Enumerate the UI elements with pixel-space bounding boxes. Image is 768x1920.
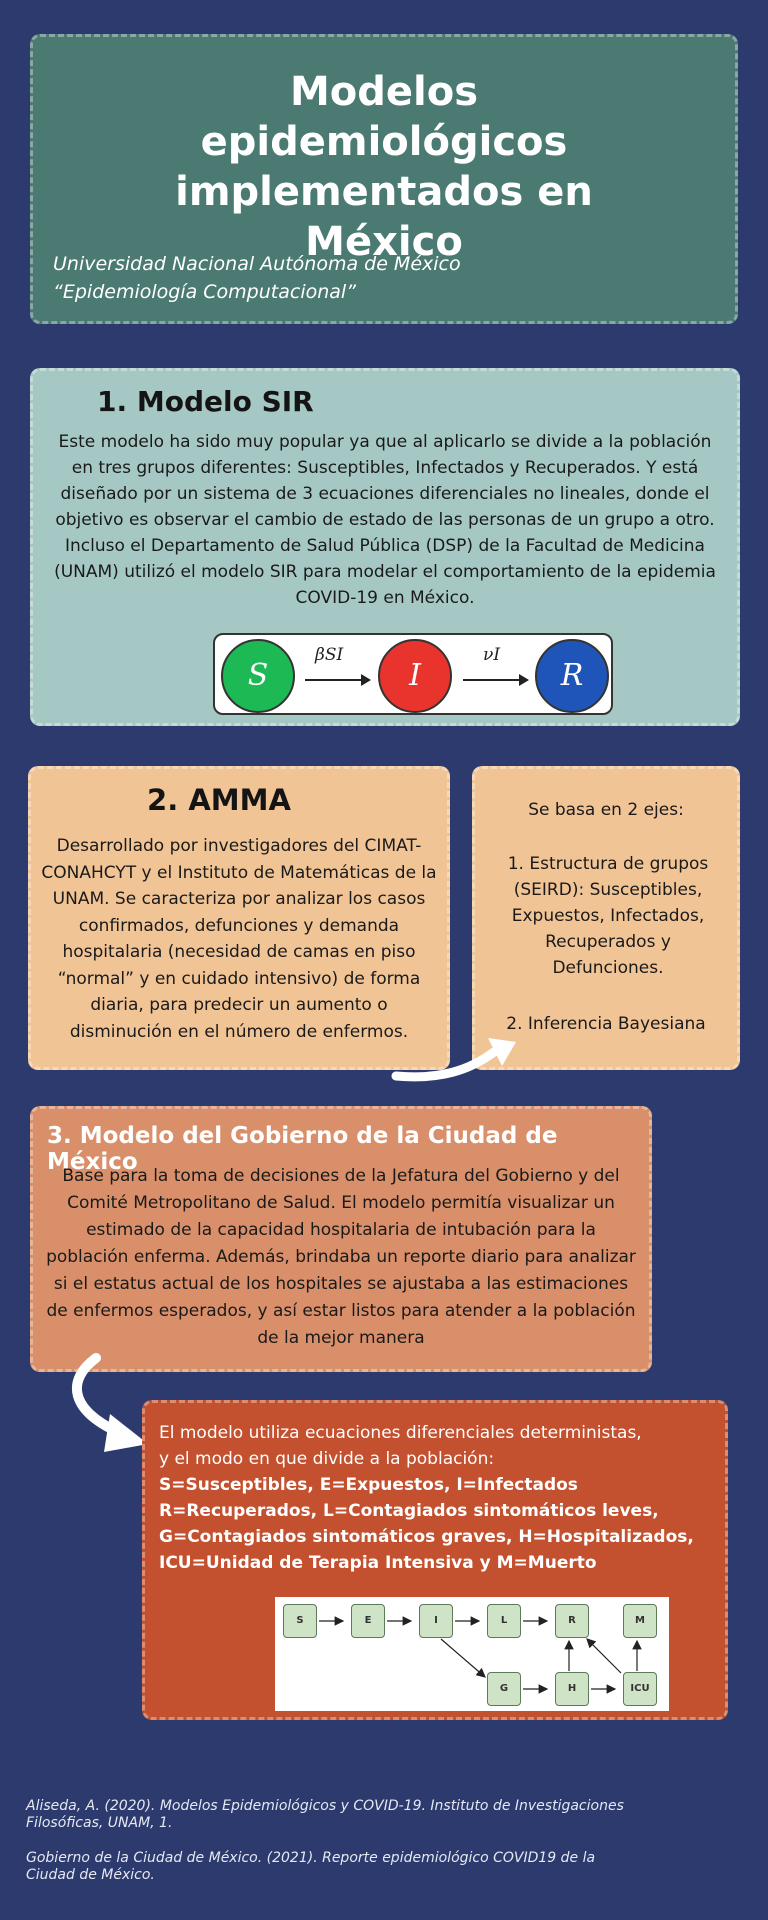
- gobierno-card: [30, 1106, 652, 1372]
- reference-2: Gobierno de la Ciudad de México. (2021). Reporte epidemiológico COVID19 de la Ciudad de México.: [26, 1850, 596, 1883]
- amma-axes-card: [472, 766, 740, 1070]
- graph-node-s: S: [283, 1604, 317, 1638]
- sir-edge-ir-arrow: [463, 679, 527, 681]
- sir-edge-si-arrow: [305, 679, 369, 681]
- amma-axis-2: 2. Inferencia Bayesiana: [506, 1014, 706, 1034]
- sir-node-r: [535, 639, 609, 713]
- graph-node-e: E: [351, 1604, 385, 1638]
- amma-body: Desarrollado por investigadores del CIMAT-CONAHCYT y el Instituto de Matemáticas de la UNAM. Se caracteriza por analizar los casos confirmados, defunciones y demanda hospitalaria (necesidad de camas en piso “normal” y en cuidado intensivo) de forma diaria, para predecir un aumento o disminución en el número de enfermos.: [41, 836, 437, 1042]
- graph-node-g: G: [487, 1672, 521, 1706]
- sir-card: [30, 368, 740, 726]
- university-name: Universidad Nacional Autónoma de México: [53, 253, 461, 275]
- sir-edge-ir-label: νI: [483, 645, 501, 665]
- model-definition-4: ICU=Unidad de Terapia Intensiva y M=Muerto: [159, 1553, 597, 1573]
- graph-node-i: I: [419, 1604, 453, 1638]
- sir-edge-si-label: βSI: [315, 645, 344, 665]
- sir-body: Este modelo ha sido muy popular ya que al aplicarlo se divide a la población en tres grupos diferentes: Susceptibles, Infectados y Recuperados. Y está diseñado por un sistema de 3 ecuaciones diferenciales no lineales, donde el objetivo es observar el cambio de estado de las personas de un grupo a otro. Incluso el Departamento de Salud Pública (DSP) de la Facultad de Medicina (UNAM) utilizó el modelo SIR para modelar el comportamiento de la epidemia COVID-19 en México.: [54, 432, 716, 608]
- page-title: Modelos epidemiológicos implementados en México: [175, 69, 593, 265]
- edge-i-g: [441, 1639, 485, 1677]
- course-name: “Epidemiología Computacional”: [53, 281, 357, 303]
- model-intro-line-2: y el modo en que divide a la población:: [159, 1449, 495, 1469]
- amma-card: [28, 766, 450, 1070]
- sir-node-s: [221, 639, 295, 713]
- graph-node-icu: ICU: [623, 1672, 657, 1706]
- model-definition-3: G=Contagiados sintomáticos graves, H=Hospitalizados,: [159, 1527, 694, 1547]
- gobierno-heading: 3. Modelo del Gobierno de la Ciudad de México: [47, 1123, 558, 1175]
- compartment-graph: [275, 1597, 669, 1711]
- gobierno-body: Base para la toma de decisiones de la Jefatura del Gobierno y del Comité Metropolitano de Salud. El modelo permitía visualizar un estimado de la capacidad hospitalaria de intubación para la población enferma. Además, brindaba un reporte diario para analizar si el estatus actual de los hospitales se ajustaba a las estimaciones de enfermos esperados, y así estar listos para atender a la población de la mejor manera: [46, 1166, 636, 1348]
- sir-node-s-label: S: [247, 658, 269, 693]
- model-card: [142, 1400, 728, 1720]
- amma-axis-1: 1. Estructura de grupos (SEIRD): Susceptibles, Expuestos, Infectados, Recuperados y Defunciones.: [507, 854, 709, 978]
- model-definition-1: S=Susceptibles, E=Expuestos, I=Infectados: [159, 1475, 578, 1495]
- amma-heading: 2. AMMA: [147, 783, 291, 817]
- sir-node-i-label: I: [409, 658, 421, 693]
- graph-node-l: L: [487, 1604, 521, 1638]
- header-card: [30, 34, 738, 324]
- graph-edges: [275, 1597, 669, 1711]
- reference-1: Aliseda, A. (2020). Modelos Epidemiológicos y COVID-19. Instituto de Investigaciones Filosóficas, UNAM, 1.: [26, 1798, 624, 1831]
- edge-icu-r: [587, 1639, 621, 1673]
- curved-arrow-icon: [390, 1030, 530, 1090]
- graph-node-m: M: [623, 1604, 657, 1638]
- graph-node-r: R: [555, 1604, 589, 1638]
- sir-diagram: [213, 633, 613, 715]
- model-definition-2: R=Recuperados, L=Contagiados sintomáticos leves,: [159, 1501, 659, 1521]
- sir-node-i: [378, 639, 452, 713]
- graph-node-h: H: [555, 1672, 589, 1706]
- model-intro-line-1: El modelo utiliza ecuaciones diferenciales deterministas,: [159, 1423, 642, 1443]
- amma-axes-intro: Se basa en 2 ejes:: [528, 800, 684, 820]
- sir-heading: 1. Modelo SIR: [97, 385, 314, 418]
- sir-node-r-label: R: [560, 658, 584, 693]
